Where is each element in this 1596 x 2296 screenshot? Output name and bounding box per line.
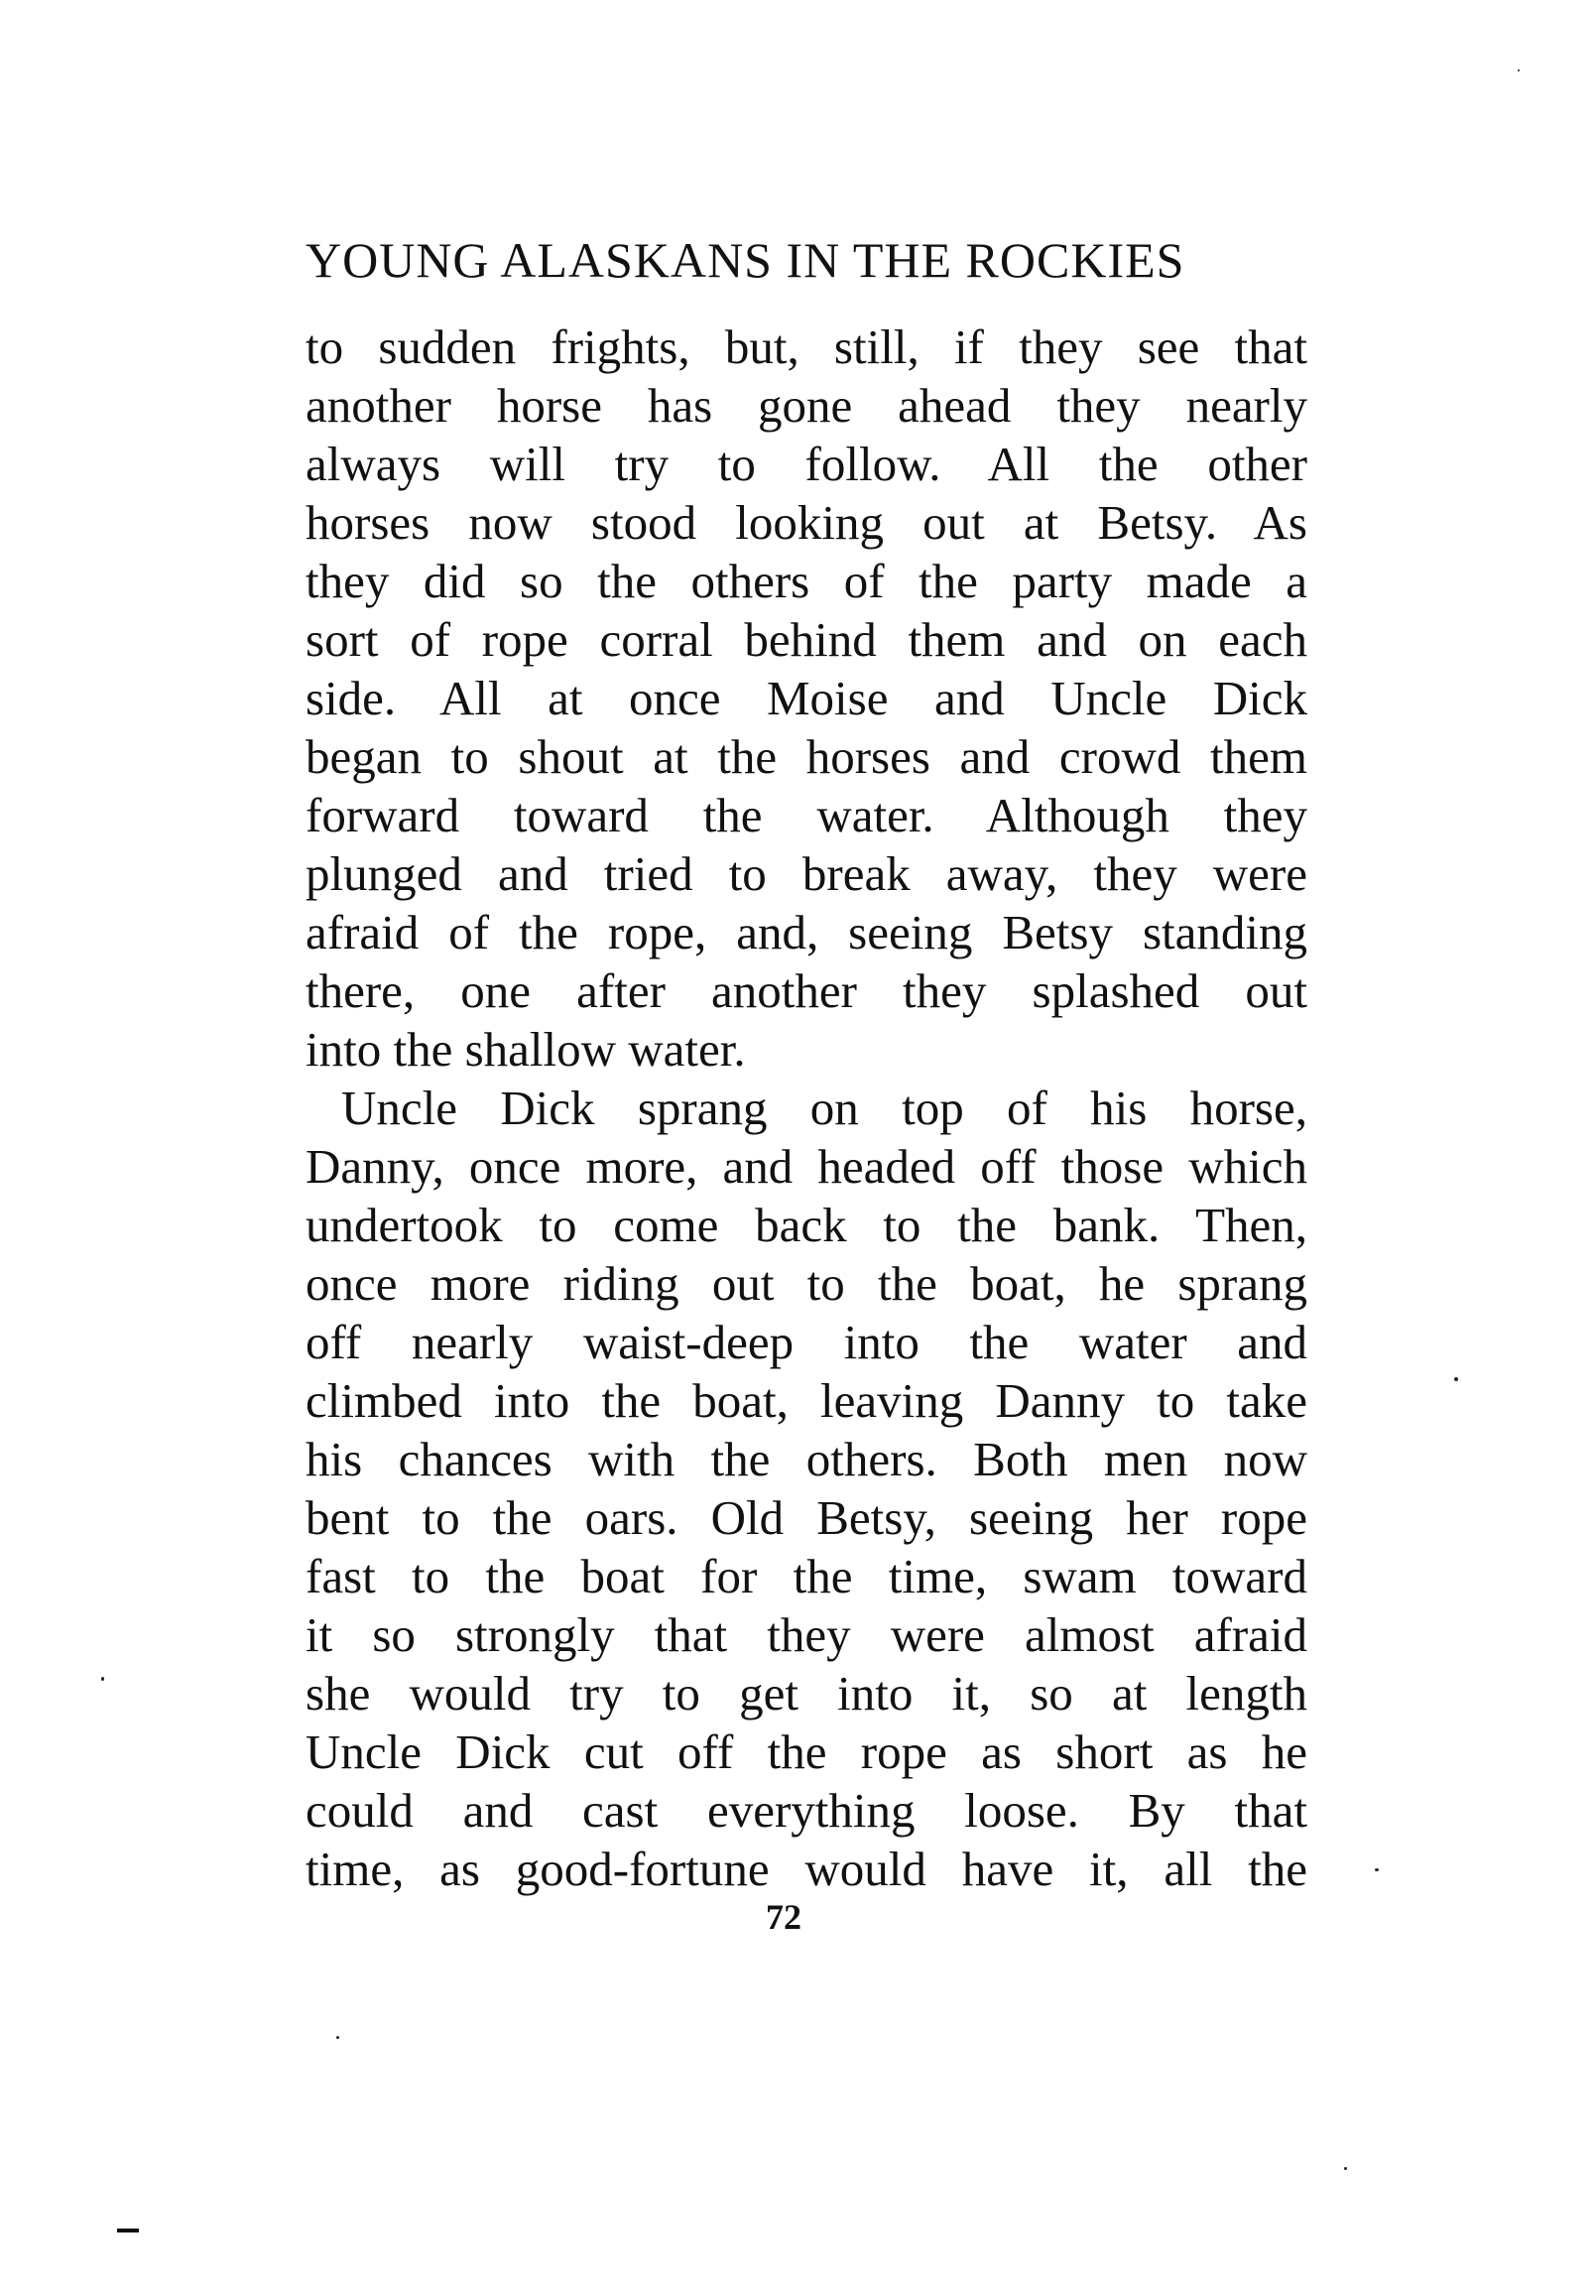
text-line: it so strongly that they were almost afraid	[306, 1607, 1307, 1662]
text-line: once more riding out to the boat, he sprang	[306, 1256, 1307, 1311]
text-line: she would try to get into it, so at length	[306, 1666, 1307, 1721]
text-line: off nearly waist-deep into the water and	[306, 1315, 1307, 1369]
body-text	[306, 318, 1307, 1898]
text-line: there, one after another they splashed out	[306, 963, 1307, 1018]
text-line: to sudden frights, but, still, if they see that	[306, 319, 1307, 374]
scan-mark	[117, 2229, 139, 2232]
text-line: could and cast everything loose. By that	[306, 1783, 1307, 1838]
scan-speck	[1454, 1377, 1458, 1381]
text-line: horses now stood looking out at Betsy. As	[306, 495, 1307, 550]
text-line: time, as good-fortune would have it, all the	[306, 1842, 1307, 1896]
page-number: 72	[766, 1897, 801, 1937]
text-line: another horse has gone ahead they nearly	[306, 378, 1307, 433]
text-line: plunged and tried to break away, they were	[306, 846, 1307, 901]
text-line: undertook to come back to the bank. Then,	[306, 1198, 1307, 1252]
text-line: they did so the others of the party made a	[306, 554, 1307, 608]
scan-speck	[1344, 2167, 1347, 2170]
text-line: into the shallow water.	[306, 1022, 746, 1077]
text-line: his chances with the others. Both men now	[306, 1432, 1307, 1486]
scan-speck	[1518, 69, 1520, 71]
text-line: climbed into the boat, leaving Danny to take	[306, 1373, 1307, 1428]
text-line: always will try to follow. All the other	[306, 437, 1307, 491]
text-line: Uncle Dick sprang on top of his horse,	[341, 1081, 1307, 1135]
running-head: YOUNG ALASKANS IN THE ROCKIES	[306, 232, 1185, 288]
text-line: Danny, once more, and headed off those which	[306, 1139, 1307, 1194]
text-line: forward toward the water. Although they	[306, 788, 1307, 842]
text-line: bent to the oars. Old Betsy, seeing her rope	[306, 1490, 1307, 1545]
text-line: began to shout at the horses and crowd them	[306, 729, 1307, 784]
text-line: afraid of the rope, and, seeing Betsy standing	[306, 905, 1307, 959]
scan-speck	[101, 1677, 104, 1681]
text-line: fast to the boat for the time, swam toward	[306, 1549, 1307, 1603]
scan-speck	[336, 2036, 339, 2039]
text-line: Uncle Dick cut off the rope as short as he	[306, 1724, 1307, 1779]
text-line: side. All at once Moise and Uncle Dick	[306, 671, 1307, 725]
text-line: sort of rope corral behind them and on each	[306, 612, 1307, 667]
scan-speck	[1375, 1868, 1379, 1871]
